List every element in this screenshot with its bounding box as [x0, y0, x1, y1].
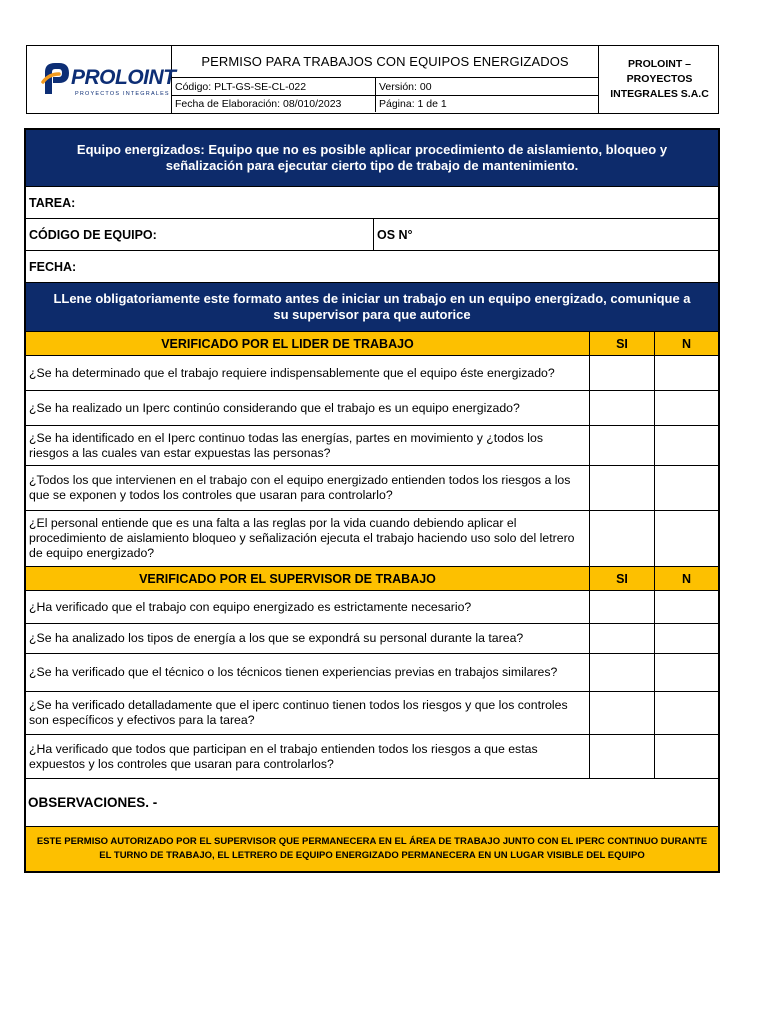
os-number-label: OS N° — [377, 227, 413, 242]
codigo-equipo-label: CÓDIGO DE EQUIPO: — [29, 227, 157, 242]
section-header-lider — [26, 332, 718, 356]
question-text: ¿Se ha verificado que el técnico o los técnicos tienen experiencias previas en trabajos similares? — [29, 665, 558, 679]
footer-note-banner — [26, 827, 718, 871]
permit-form — [24, 128, 720, 873]
no-column-header: N — [654, 332, 718, 355]
header-row-code — [172, 78, 598, 95]
document-header — [26, 45, 719, 114]
no-checkbox[interactable] — [654, 591, 718, 623]
document-page: Página: 1 de 1 — [379, 98, 447, 110]
question-text: ¿Se ha analizado los tipos de energía a los que se expondrá su personal durante la tarea? — [29, 631, 524, 645]
si-checkbox[interactable] — [589, 391, 654, 425]
no-checkbox[interactable] — [654, 624, 718, 653]
header-row-date — [172, 95, 598, 112]
si-checkbox[interactable] — [589, 654, 654, 691]
si-checkbox[interactable] — [589, 356, 654, 390]
document-version: Versión: 00 — [379, 80, 432, 93]
no-checkbox[interactable] — [654, 391, 718, 425]
checklist-row — [26, 654, 718, 692]
instruction-banner — [26, 283, 718, 332]
section-title: VERIFICADO POR EL LIDER DE TRABAJO — [161, 336, 414, 351]
checklist-row — [26, 356, 718, 391]
tarea-field[interactable] — [26, 187, 718, 219]
proloint-logo-icon — [41, 60, 71, 96]
no-checkbox[interactable] — [654, 466, 718, 510]
checklist-row — [26, 591, 718, 624]
tarea-label: TAREA: — [29, 195, 76, 210]
fecha-label: FECHA: — [29, 259, 77, 274]
checklist-row — [26, 692, 718, 735]
os-number-field[interactable] — [373, 219, 413, 250]
si-column-header: SI — [589, 567, 654, 590]
question-text: ¿El personal entiende que es una falta a las reglas por la vida cuando debiendo aplicar el procedimiento de aislamiento bloqueo y señalización ejecuta el trabajo haciendo uso solo del letrero de equipo energizado? — [29, 516, 575, 560]
question-text: ¿Ha verificado que el trabajo con equipo energizado es estrictamente necesario? — [29, 599, 472, 614]
no-checkbox[interactable] — [654, 735, 718, 778]
company-logo — [27, 46, 176, 113]
document-code: Código: PLT-GS-SE-CL-022 — [172, 78, 376, 95]
no-checkbox[interactable] — [654, 356, 718, 390]
no-checkbox[interactable] — [654, 511, 718, 566]
section-header-supervisor — [26, 567, 718, 591]
si-checkbox[interactable] — [589, 591, 654, 623]
no-checkbox[interactable] — [654, 654, 718, 691]
si-checkbox[interactable] — [589, 466, 654, 510]
si-checkbox[interactable] — [589, 426, 654, 465]
observaciones-field[interactable] — [26, 779, 718, 827]
definition-text: Equipo energizados: Equipo que no es posible aplicar procedimiento de aislamiento, bloqueo y señalización para ejecutar cierto tipo de trabajo de mantenimiento. — [76, 142, 668, 173]
si-column-header: SI — [589, 332, 654, 355]
company-name: PROLOINT – PROYECTOS INTEGRALES S.A.C — [610, 58, 709, 100]
si-checkbox[interactable] — [589, 735, 654, 778]
no-column-header: N — [654, 567, 718, 590]
footer-note-text: ESTE PERMISO AUTORIZADO POR EL SUPERVISOR QUE PERMANECERA EN EL ÁREA DE TRABAJO JUNTO CON EL IPERC CONTINUO DURANTE EL TURNO DE TRABAJO, EL LETRERO DE EQUIPO ENERGIZADO PERMANECERA EN UN LUGAR VISIBLE DEL EQUIPO — [36, 836, 708, 861]
si-checkbox[interactable] — [589, 692, 654, 734]
checklist-row — [26, 735, 718, 779]
logo-tagline: PROYECTOS INTEGRALES — [75, 91, 170, 97]
observaciones-label: OBSERVACIONES. - — [28, 795, 158, 810]
si-checkbox[interactable] — [589, 511, 654, 566]
header-info — [172, 46, 599, 113]
section-title: VERIFICADO POR EL SUPERVISOR DE TRABAJO — [139, 571, 436, 586]
checklist-row — [26, 426, 718, 466]
document-title: PERMISO PARA TRABAJOS CON EQUIPOS ENERGIZADOS — [172, 46, 598, 78]
question-text: ¿Ha verificado que todos que participan en el trabajo entienden todos los riesgos a que estas expuestos y los controles que usaran para controlarlos? — [29, 741, 538, 771]
question-text: ¿Todos los que intervienen en el trabajo con el equipo energizado entienden todos los riesgos a los que se exponen y todos los controles que usaran para controlarlo? — [29, 473, 571, 502]
question-text: ¿Se ha verificado detalladamente que el iperc continuo tienen todos los riesgos y que los controles son específicos y efectivos para la tarea? — [29, 698, 568, 727]
instruction-text: LLene obligatoriamente este formato antes de iniciar un trabajo en un equipo energizado, comunique a su supervisor para que autorice — [53, 291, 691, 322]
question-text: ¿Se ha identificado en el Iperc continuo todas las energías, partes en movimiento y ¿todos los riesgos a las cuales van estar expuestas las personas? — [29, 430, 544, 460]
no-checkbox[interactable] — [654, 426, 718, 465]
definition-banner — [26, 130, 718, 187]
si-checkbox[interactable] — [589, 624, 654, 653]
checklist-row — [26, 391, 718, 426]
question-text: ¿Se ha determinado que el trabajo requiere indispensablemente que el equipo éste energizado? — [29, 365, 555, 380]
codigo-equipo-row — [26, 219, 718, 251]
checklist-row — [26, 624, 718, 654]
no-checkbox[interactable] — [654, 692, 718, 734]
logo-wordmark: PROLOINT — [71, 66, 176, 89]
checklist-row — [26, 466, 718, 511]
question-text: ¿Se ha realizado un Iperc continúo considerando que el trabajo es un equipo energizado? — [29, 400, 520, 415]
document-date: Fecha de Elaboración: 08/010/2023 — [172, 96, 376, 112]
checklist-row — [26, 511, 718, 567]
fecha-field[interactable] — [26, 251, 718, 283]
